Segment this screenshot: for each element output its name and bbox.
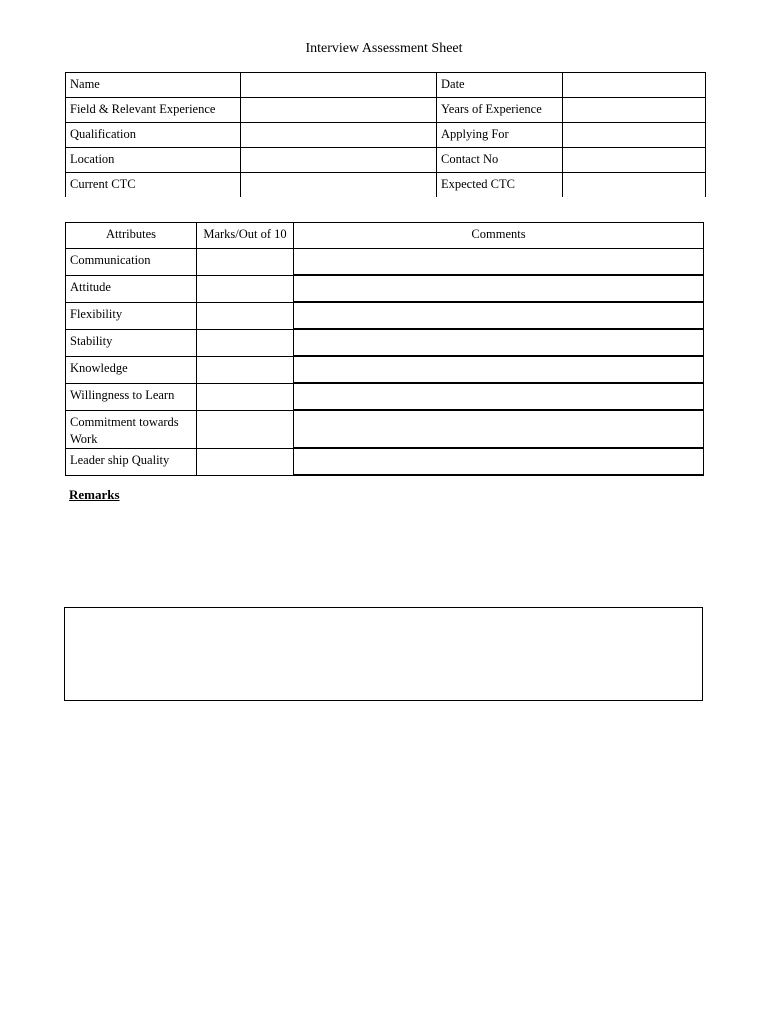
- remarks-heading: Remarks: [69, 487, 120, 502]
- table-row: [66, 275, 704, 302]
- attribute-label: Communication: [66, 249, 197, 276]
- comments-cell[interactable]: [294, 302, 704, 329]
- years-experience-label: Years of Experience: [437, 98, 563, 123]
- marks-header: Marks/Out of 10: [197, 223, 294, 249]
- comments-cell[interactable]: [294, 448, 704, 475]
- table-row: [66, 448, 704, 475]
- info-row: [66, 173, 706, 198]
- expected-ctc-label: Expected CTC: [437, 173, 563, 198]
- table-row: [66, 383, 704, 410]
- current-ctc-label: Current CTC: [66, 173, 241, 198]
- table-row: [66, 302, 704, 329]
- marks-cell[interactable]: [197, 249, 294, 276]
- info-row: [66, 123, 706, 148]
- applying-for-field[interactable]: [563, 123, 706, 148]
- contact-no-field[interactable]: [563, 148, 706, 173]
- assessment-table: [65, 222, 704, 476]
- info-row: [66, 148, 706, 173]
- location-label: Location: [66, 148, 241, 173]
- comments-cell[interactable]: [294, 249, 704, 276]
- comments-cell[interactable]: [294, 356, 704, 383]
- remarks-box[interactable]: [64, 607, 703, 701]
- name-label: Name: [66, 73, 241, 98]
- attribute-label: Stability: [66, 329, 197, 356]
- qualification-field[interactable]: [241, 123, 437, 148]
- attribute-label: Leader ship Quality: [66, 448, 197, 475]
- info-row: [66, 98, 706, 123]
- marks-cell[interactable]: [197, 356, 294, 383]
- years-experience-field[interactable]: [563, 98, 706, 123]
- attribute-label: Willingness to Learn: [66, 383, 197, 410]
- comments-cell[interactable]: [294, 383, 704, 410]
- marks-cell[interactable]: [197, 329, 294, 356]
- marks-cell[interactable]: [197, 302, 294, 329]
- comments-header: Comments: [294, 223, 704, 249]
- table-row: [66, 356, 704, 383]
- marks-cell[interactable]: [197, 410, 294, 448]
- table-row: [66, 249, 704, 276]
- candidate-info-table: [65, 72, 706, 197]
- page-title: Interview Assessment Sheet: [305, 41, 463, 56]
- table-row: [66, 410, 704, 448]
- date-label: Date: [437, 73, 563, 98]
- attribute-label: Flexibility: [66, 302, 197, 329]
- applying-for-label: Applying For: [437, 123, 563, 148]
- table-row: [66, 329, 704, 356]
- assessment-header-row: [66, 223, 704, 249]
- field-experience-label: Field & Relevant Experience: [66, 98, 241, 123]
- date-field[interactable]: [563, 73, 706, 98]
- current-ctc-field[interactable]: [241, 173, 437, 198]
- attribute-label: Commitment towards Work: [66, 410, 197, 448]
- contact-no-label: Contact No: [437, 148, 563, 173]
- attribute-label: Attitude: [66, 275, 197, 302]
- comments-cell[interactable]: [294, 275, 704, 302]
- field-experience-field[interactable]: [241, 98, 437, 123]
- location-field[interactable]: [241, 148, 437, 173]
- attributes-header: Attributes: [66, 223, 197, 249]
- attribute-label: Knowledge: [66, 356, 197, 383]
- marks-cell[interactable]: [197, 383, 294, 410]
- info-row: [66, 73, 706, 98]
- name-field[interactable]: [241, 73, 437, 98]
- comments-cell[interactable]: [294, 329, 704, 356]
- qualification-label: Qualification: [66, 123, 241, 148]
- comments-cell[interactable]: [294, 410, 704, 448]
- expected-ctc-field[interactable]: [563, 173, 706, 198]
- marks-cell[interactable]: [197, 448, 294, 475]
- marks-cell[interactable]: [197, 275, 294, 302]
